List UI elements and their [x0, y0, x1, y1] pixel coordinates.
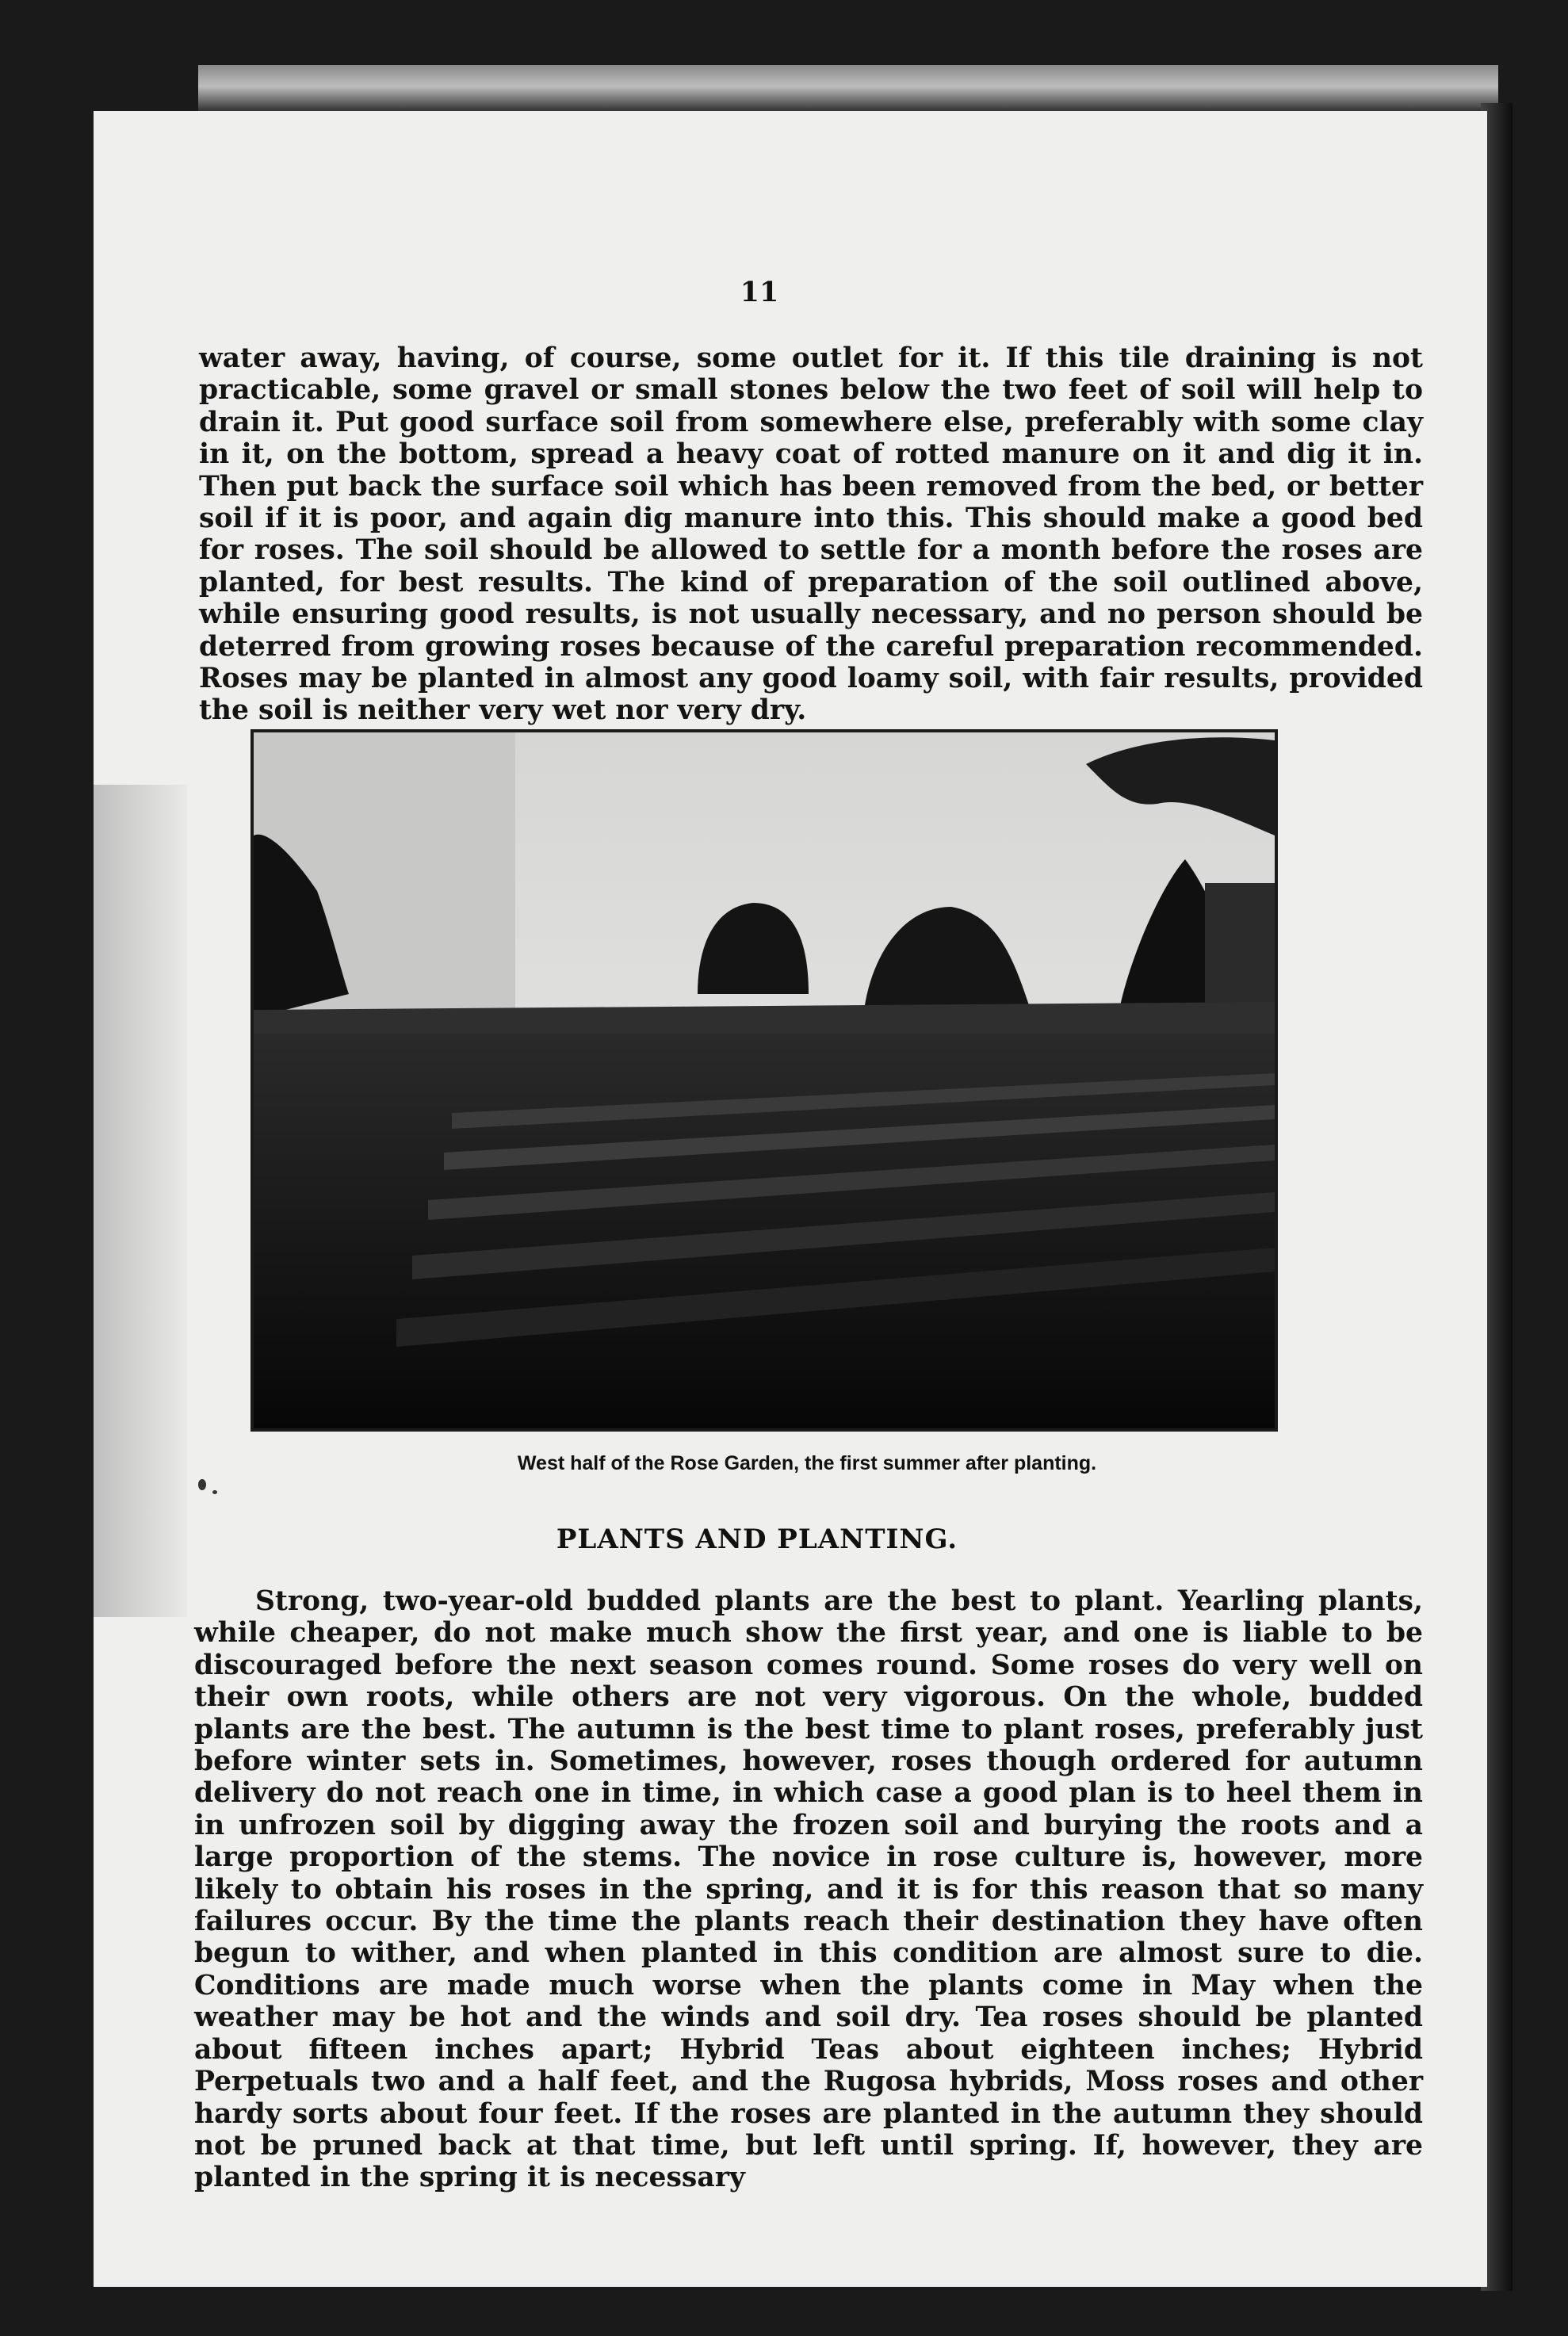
body-paragraph-drainage: water away, having, of course, some outlet for it. If this tile draining is not practicable, some gravel or small stones below the two feet of soil will help to drain it. Put good surface soil from somewhere else, preferably with some clay in it, on the bottom, spread a heavy coat of rotted manure on it and dig it in. Then put back the surface soil which has been removed from the bed, or better soil if it is poor, and again dig manure into this. This should make a good bed for roses. The soil should be allowed to settle for a month before the roses are planted, for best results. The kind of preparation of the soil outlined above, while ensuring good results, is not usually necessary, and no person should be deterred from growing roses because of the careful preparation recommended. Roses may be planted in almost any good loamy soil, with fair results, provided the soil is neither very wet nor very dry. — [199, 342, 1423, 727]
body-paragraph-planting: Strong, two-year-old budded plants are the best to plant. Yearling plants, while cheaper, do not make much show the first year, and one is liable to be discouraged before the next season comes round. Some roses do very well on their own roots, while others are not very vigorous. On the whole, budded plants are the best. The autumn is the best time to plant roses, preferably just before winter sets in. Sometimes, however, roses though ordered for autumn delivery do not reach one in time, in which case a good plan is to heel them in in unfrozen soil by digging away the frozen soil and burying the roots and a large proportion of the stems. The novice in rose culture is, however, more likely to obtain his roses in the spring, and it is for this reason that so many failures occur. By the time the plants reach their destination they have often begun to wither, and when planted in this condition are almost sure to die. Conditions are made much worse when the plants come in May when the weather may be hot and the winds and soil dry. Tea roses should be planted about fifteen inches apart; Hybrid Teas about eighteen inches; Hybrid Perpetuals two and a half feet, and the Rugosa hybrids, Moss roses and other hardy sorts about four feet. If the roses are planted in the autumn they should not be pruned back at that time, but left until spring. If, however, they are planted in the spring it is necessary — [194, 1585, 1423, 2194]
scan-speck — [198, 1479, 206, 1490]
document-page — [94, 111, 1487, 2287]
section-heading: PLANTS AND PLANTING. — [556, 1524, 958, 1555]
scan-top-edge — [198, 65, 1498, 113]
scan-margin-fade — [94, 785, 187, 1617]
scan-speck — [212, 1490, 217, 1494]
page-number: 11 — [740, 276, 779, 308]
photo-caption: West half of the Rose Garden, the first summer after planting. — [517, 1452, 1097, 1474]
rose-garden-photo — [250, 729, 1278, 1432]
